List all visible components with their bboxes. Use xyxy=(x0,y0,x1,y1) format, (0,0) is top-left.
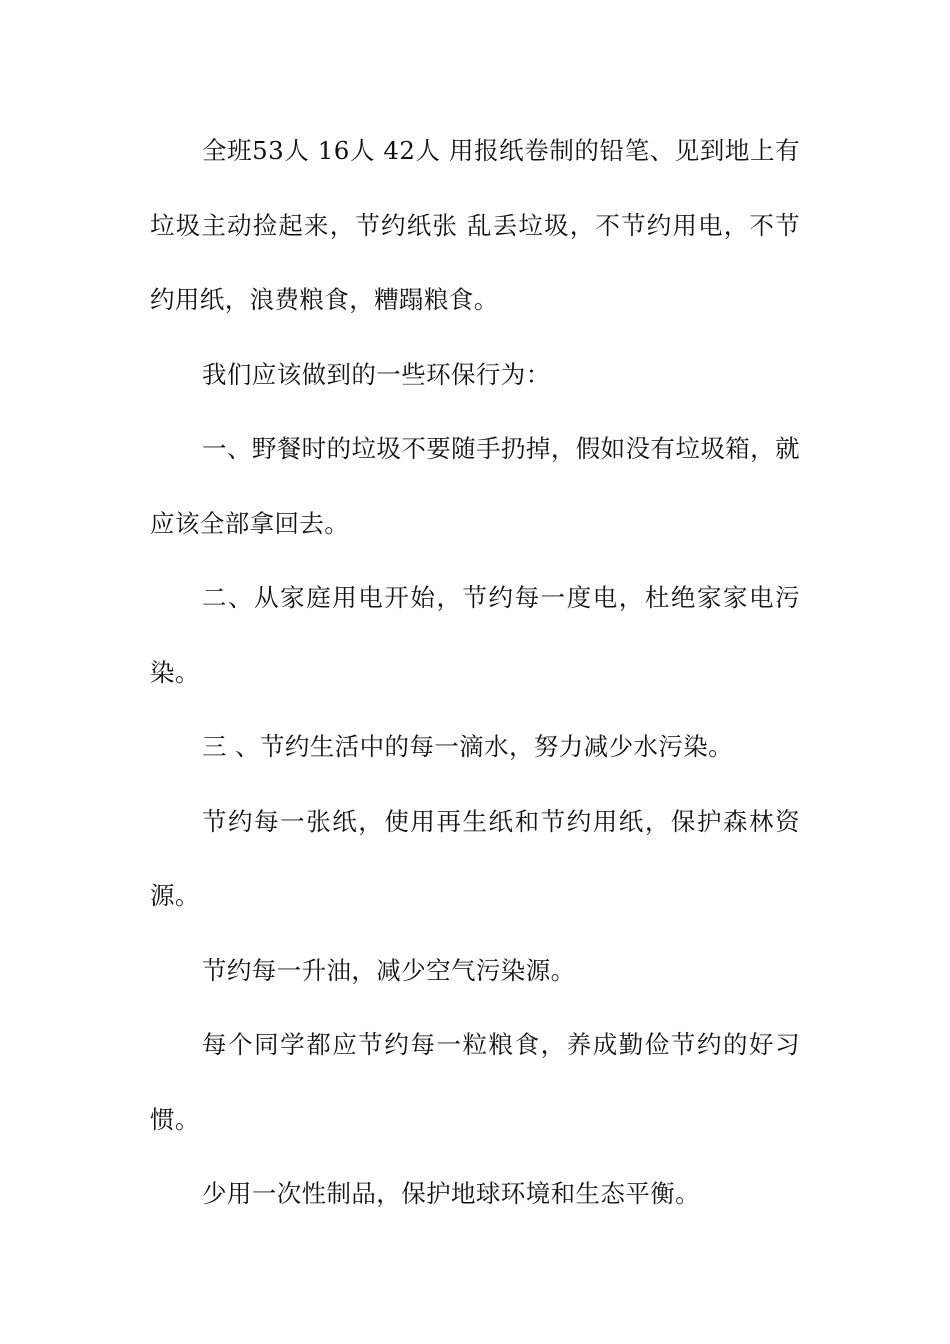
paragraph-6: 节约每一张纸，使用再生纸和节约用纸，保护森林资源。 xyxy=(150,806,800,910)
paragraph-5: 三 、节约生活中的每一滴水，努力减少水污染。 xyxy=(202,732,734,761)
paragraph-7: 节约每一升油，减少空气污染源。 xyxy=(202,955,576,985)
document-body xyxy=(150,114,800,1232)
paragraph-8: 每个同学都应节约每一粒粮食，养成勤俭节约的好习惯。 xyxy=(150,1030,800,1134)
paragraph-4: 二、从家庭用电开始，节约每一度电，杜绝家家电污染。 xyxy=(150,583,800,687)
paragraph-1: 全班53人 16人 42人 用报纸卷制的铅笔、见到地上有垃圾主动捡起来，节约纸张 乱丢垃圾，不节约用电，不节约用纸，浪费粮食，糟蹋粮食。 xyxy=(150,136,800,314)
paragraph-2: 我们应该做到的一些环保行为： xyxy=(202,359,551,389)
paragraph-3: 一、野餐时的垃圾不要随手扔掉，假如没有垃圾箱，就应该全部拿回去。 xyxy=(150,434,800,538)
paragraph-9: 少用一次性制品，保护地球环境和生态平衡。 xyxy=(202,1179,700,1208)
